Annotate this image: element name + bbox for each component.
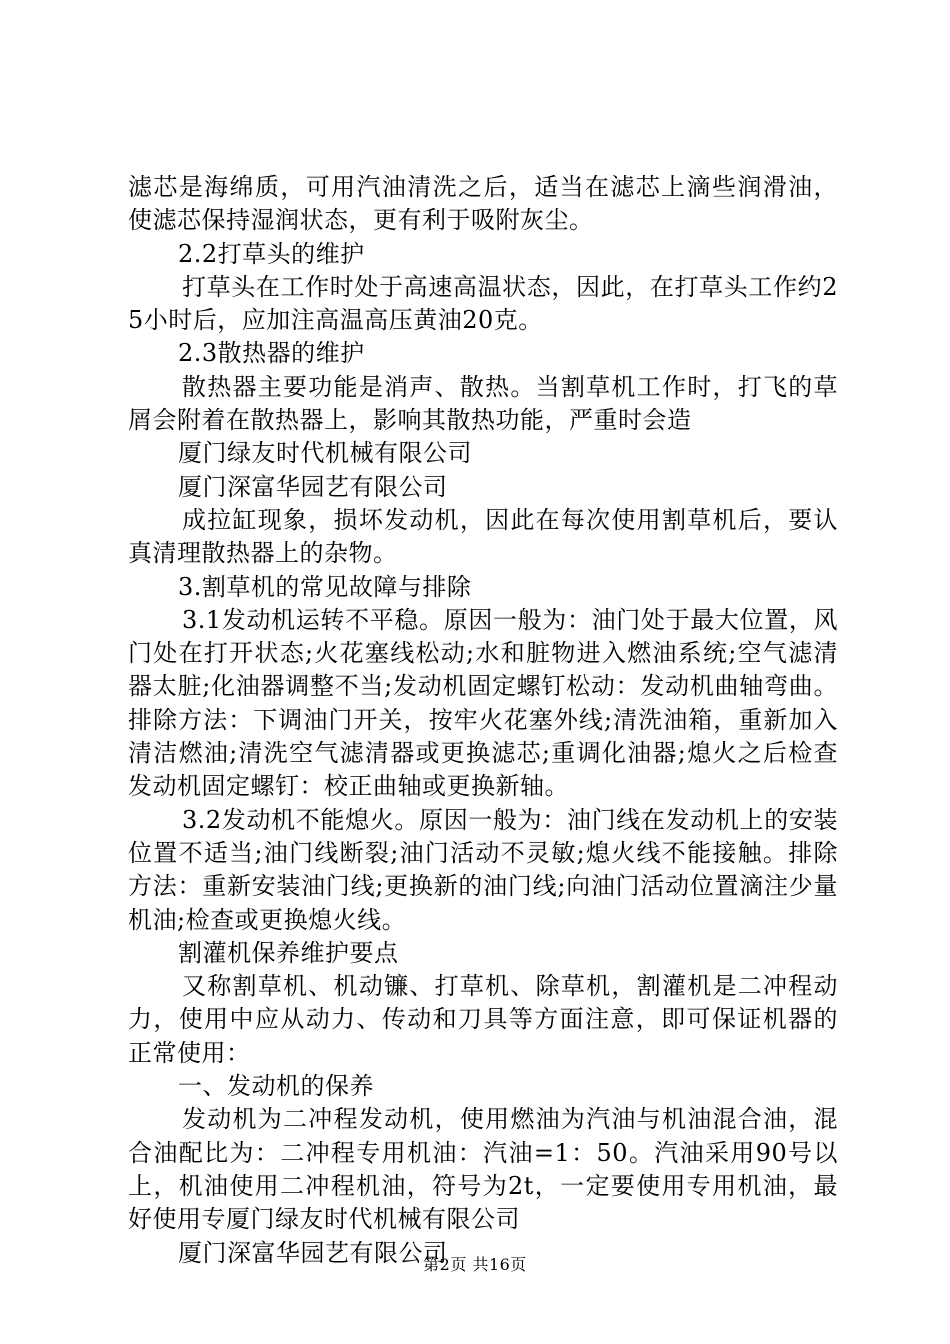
- section-heading-3: 3.割草机的常见故障与排除: [178, 572, 472, 601]
- company-name-shenfuhua-2: 厦门深富华园艺有限公司: [178, 1238, 448, 1267]
- paragraph-radiator: 散热器主要功能是消声、散热。当割草机工作时，打飞的草屑会附着在散热器上，影响其散热功能，严重时会造: [128, 372, 838, 435]
- paragraph-filter-cleaning: 滤芯是海绵质，可用汽油清洗之后，适当在滤芯上滴些润滑油，使滤芯保持湿润状态，更有利于吸附灰尘。: [128, 173, 838, 235]
- document-body: [128, 171, 838, 1270]
- paragraph-radiator-cont: 成拉缸现象，损坏发动机，因此在每次使用割草机后，要认真清理散热器上的杂物。: [128, 505, 838, 568]
- section-heading-2-2: 2.2打草头的维护: [178, 239, 365, 268]
- paragraph-engine-fuel: 发动机为二冲程发动机，使用燃油为汽油与机油混合油，混合油配比为：二冲程专用机油：汽油=1：50。汽油采用90号以上，机油使用二冲程机油，符号为2t，一定要使用专用机油，最好使用专厦门绿友时代机械有限公司: [128, 1105, 838, 1234]
- company-name-shenfuhua: 厦门深富华园艺有限公司: [178, 472, 448, 501]
- paragraph-trimmer-head: 打草头在工作时处于高速高温状态，因此，在打草头工作约25小时后，应加注高温高压黄油20克。: [128, 272, 838, 335]
- section-heading-engine: 一、发动机的保养: [178, 1072, 374, 1101]
- section-heading-2-3: 2.3散热器的维护: [178, 339, 365, 368]
- company-name-lvyou: 厦门绿友时代机械有限公司: [178, 439, 472, 468]
- paragraph-brush-cutter-intro: 又称割草机、机动镰、打草机、除草机，割灌机是二冲程动力，使用中应从动力、传动和刀具等方面注意，即可保证机器的正常使用：: [128, 972, 838, 1067]
- paragraph-fault-3-1: 3.1发动机运转不平稳。原因一般为：油门处于最大位置，风门处在打开状态;火花塞线松动;水和脏物进入燃油系统;空气滤清器太脏;化油器调整不当;发动机固定螺钉松动：发动机曲轴弯曲。排除方法：下调油门开关，按牢火花塞外线;清洗油箱，重新加入清洁燃油;清洗空气滤清器或更换滤芯;重调化油器;熄火之后检查发动机固定螺钉：校正曲轴或更换新轴。: [128, 605, 838, 801]
- section-heading-brush-cutter: 割灌机保养维护要点: [178, 938, 399, 967]
- page-number-footer: 第2页 共16页: [423, 1255, 527, 1274]
- paragraph-fault-3-2: 3.2发动机不能熄火。原因一般为：油门线在发动机上的安装位置不适当;油门线断裂;油门活动不灵敏;熄火线不能接触。排除方法：重新安装油门线;更换新的油门线;向油门活动位置滴注少量机油;检查或更换熄火线。: [128, 805, 838, 934]
